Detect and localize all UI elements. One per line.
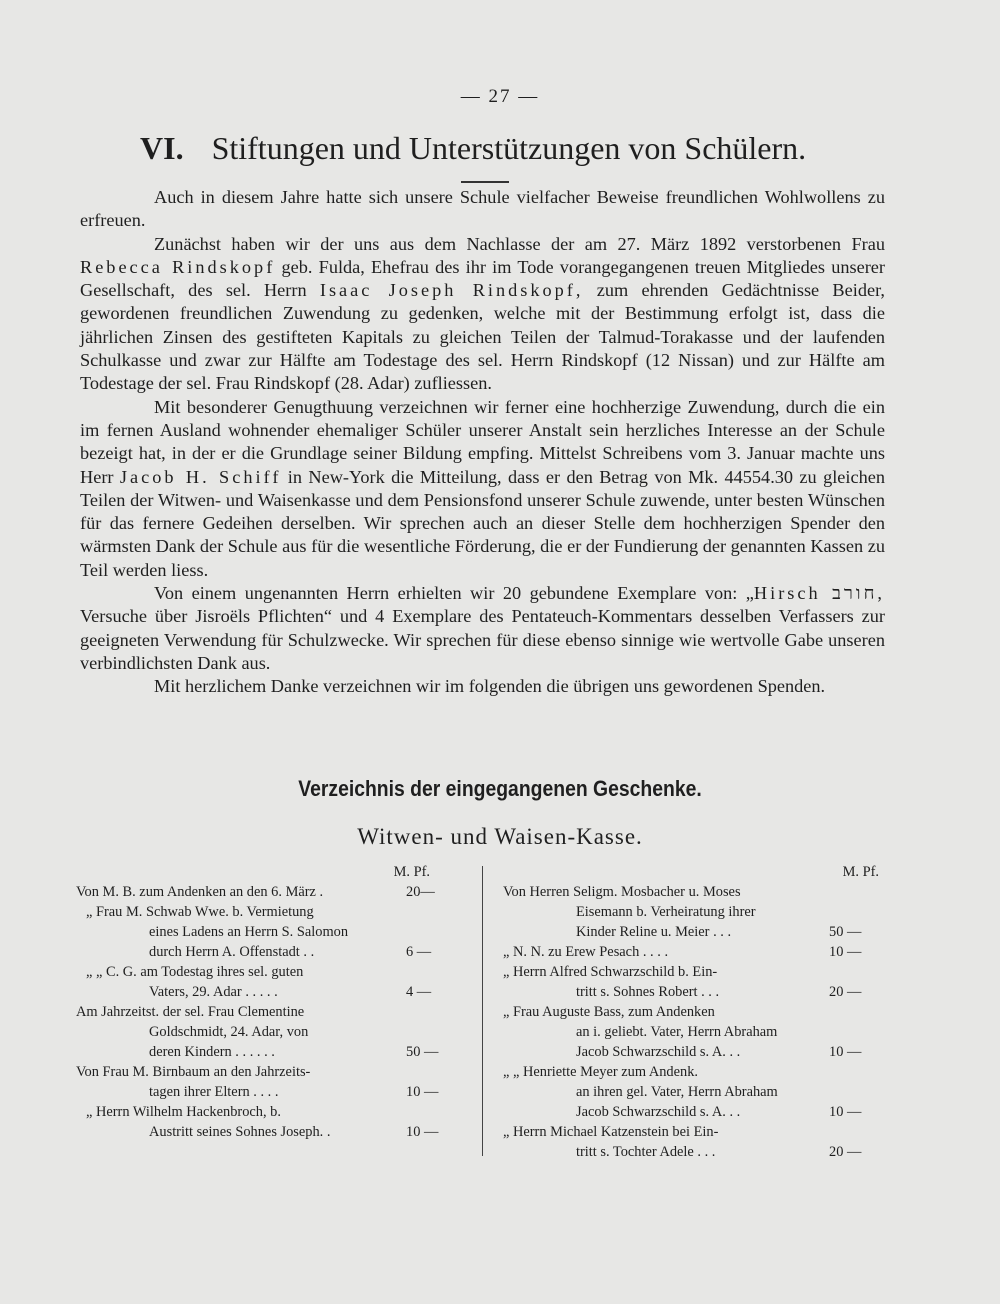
column-divider xyxy=(482,866,483,1156)
donation-line xyxy=(503,882,881,902)
donation-text: Am Jahrzeitst. der sel. Frau Clementine xyxy=(76,1004,305,1020)
donation-amount: 10 — xyxy=(406,1084,439,1100)
donation-amount: 20— xyxy=(406,884,435,900)
donation-line xyxy=(76,982,464,1002)
paragraph xyxy=(80,582,885,675)
person-name: Hirsch חורב, xyxy=(753,583,885,604)
donation-line xyxy=(503,1062,881,1082)
paragraph-text: Mit herzlichem Danke verzeichnen wir im folgenden die übrigen uns gewordenen Spenden. xyxy=(154,676,826,697)
paragraph-text: Mit besonderer Genugthuung verzeichnen wir ferner eine hochherzige Zuwendung, durch die ein im fernen Ausland wohnender ehemaliger Schüler unserer Anstalt sein herzliches Interesse an der Schule bezeigt hat, in der er die Grundlage seiner Bildung empfing. Mittelst Schreibens vom 3. Januar machte uns Herr xyxy=(80,396,885,487)
donation-text: „ N. N. zu Erew Pesach . . . . xyxy=(503,944,669,960)
donation-line xyxy=(76,962,464,982)
donation-text: durch Herrn A. Offenstadt . . xyxy=(149,944,315,960)
donation-amount: 50 — xyxy=(406,1044,439,1060)
donation-line xyxy=(503,962,881,982)
donation-amount: 10 — xyxy=(829,1044,862,1060)
donation-text: „ Frau M. Schwab Wwe. b. Vermietung xyxy=(86,904,314,920)
donation-text: „ Frau Auguste Bass, zum Andenken xyxy=(503,1004,715,1020)
donation-text: „ Herrn Wilhelm Hackenbroch, b. xyxy=(86,1104,281,1120)
donation-amount: 50 — xyxy=(829,924,862,940)
page-number: — 27 — xyxy=(460,86,540,107)
donation-text: Von M. B. zum Andenken an den 6. März . xyxy=(76,884,324,900)
donation-amount: 10 — xyxy=(829,944,862,960)
donation-text: „ „ C. G. am Todestag ihres sel. guten xyxy=(86,964,304,980)
section-heading xyxy=(140,130,900,167)
donation-text: Vaters, 29. Adar . . . . . xyxy=(149,984,278,1000)
donation-line xyxy=(76,942,464,962)
donation-amount: 10 — xyxy=(829,1104,862,1120)
paragraph xyxy=(80,675,885,698)
fund-heading: Witwen- und Waisen-Kasse. xyxy=(357,824,643,849)
person-name: Rebecca Rindskopf xyxy=(80,256,276,277)
donation-line xyxy=(76,902,464,922)
donation-text: tagen ihrer Eltern . . . . xyxy=(149,1084,279,1100)
donation-text: „ Herrn Michael Katzenstein bei Ein- xyxy=(503,1124,719,1140)
donation-text: tritt s. Tochter Adele . . . xyxy=(576,1144,716,1160)
donation-line xyxy=(503,1122,881,1142)
donation-line xyxy=(503,922,881,942)
donation-line xyxy=(503,902,881,922)
donation-text: Eisemann b. Verheiratung ihrer xyxy=(576,904,756,920)
donation-text: Von Herren Seligm. Mosbacher u. Moses xyxy=(503,884,741,900)
donation-line xyxy=(76,1122,464,1142)
paragraph xyxy=(80,396,885,582)
donation-line xyxy=(76,1022,464,1042)
donation-line xyxy=(503,1022,881,1042)
donation-text: „ Herrn Alfred Schwarzschild b. Ein- xyxy=(503,964,718,980)
left-donation-list xyxy=(76,882,464,1142)
donation-text: Von Frau M. Birnbaum an den Jahrzeits- xyxy=(76,1064,311,1080)
donation-line xyxy=(503,1002,881,1022)
paragraph-text: Versuche über Jisroëls Pflichten“ und 4 Exemplare des Pentateuch-Kommentars desselben Verfassers zur geeigneten Verwendung für Schulzwecke. Wir sprechen für diese ebenso sinnige wie wertvolle Gabe unseren verbindlichsten Dank aus. xyxy=(80,606,885,673)
paragraph xyxy=(80,186,885,233)
donation-amount: 20 — xyxy=(829,984,862,1000)
column-header: M. Pf. xyxy=(842,864,879,880)
donation-text: deren Kindern . . . . . . xyxy=(149,1044,275,1060)
donation-line xyxy=(503,942,881,962)
paragraph-text: in New-York die Mitteilung, dass er den Betrag von Mk. 44554.30 zu gleichen Teilen der Witwen- und Waisenkasse und dem Pensionsfond unserer Schule zuwende, unter besten Wünschen für das fernere Gedeihen derselben. Wir sprechen auch an dieser Stelle dem hochherzigen Spender den wärmsten Dank der Schule aus für die wesentliche Förderung, die er der Fundierung der genannten Kassen zu Teil werden liess. xyxy=(80,466,885,580)
donation-line xyxy=(76,1062,464,1082)
donation-text: tritt s. Sohnes Robert . . . xyxy=(576,984,720,1000)
donation-line xyxy=(503,1142,881,1162)
donation-line xyxy=(503,1042,881,1062)
donation-amount: 20 — xyxy=(829,1144,862,1160)
donation-text: Jacob Schwarzschild s. A. . . xyxy=(576,1044,741,1060)
paragraph-text: Von einem ungenannten Herrn erhielten wir 20 gebundene Exemplare von: „ xyxy=(154,583,754,604)
section-title: Stiftungen und Unterstützungen von Schülern. xyxy=(211,130,807,166)
donations-right-column xyxy=(503,862,881,1162)
donation-text: an i. geliebt. Vater, Herrn Abraham xyxy=(576,1024,778,1040)
donation-text: Jacob Schwarzschild s. A. . . xyxy=(576,1104,741,1120)
donation-amount: 6 — xyxy=(406,944,432,960)
donation-line xyxy=(503,1102,881,1122)
donations-left-column xyxy=(76,862,464,1142)
donation-line xyxy=(76,1082,464,1102)
register-heading: Verzeichnis der eingegangenen Geschenke. xyxy=(298,776,702,801)
donation-line xyxy=(76,882,464,902)
donation-line xyxy=(503,982,881,1002)
person-name: Jacob H. Schiff xyxy=(119,466,282,487)
title-rule xyxy=(461,181,509,183)
donation-line xyxy=(76,1002,464,1022)
donation-line xyxy=(503,1082,881,1102)
paragraph xyxy=(80,233,885,396)
donation-amount: 4 — xyxy=(406,984,432,1000)
paragraph-text: geb. Fulda, Ehefrau des ihr im Tode vorangegangenen treuen Mitgliedes unserer Gesellschaft, des sel. Herrn xyxy=(80,256,885,301)
donation-text: eines Ladens an Herrn S. Salomon xyxy=(149,924,349,940)
donation-text: an ihren gel. Vater, Herrn Abraham xyxy=(576,1084,778,1100)
paragraph-text: zum ehrenden Gedächtnisse Beider, gewordenen freundlichen Zuwendung zu gedenken, welche mit der Bestimmung erfolgt ist, dass die jährlichen Zinsen des gestifteten Kapitals zu gleichen Teilen der Talmud-Torakasse und der laufenden Schulkasse und zwar zur Hälfte am Todestage des sel. Herrn Rindskopf (12 Nissan) und zur Hälfte am Todestage der sel. Frau Rindskopf (28. Adar) zufliessen. xyxy=(80,280,886,394)
donation-amount: 10 — xyxy=(406,1124,439,1140)
paragraph-text: Auch in diesem Jahre hatte sich unsere Schule vielfacher Beweise freundlichen Wohlwollens zu erfreuen. xyxy=(80,187,885,231)
paragraph-text: Zunächst haben wir der uns aus dem Nachlasse der am 27. März 1892 verstorbenen Frau xyxy=(154,233,885,254)
donation-line xyxy=(76,1042,464,1062)
donation-text: „ „ Henriette Meyer zum Andenk. xyxy=(503,1064,698,1080)
donation-line xyxy=(76,1102,464,1122)
donation-line xyxy=(76,922,464,942)
donation-text: Kinder Reline u. Meier . . . xyxy=(576,924,732,940)
body-text xyxy=(80,186,885,699)
section-numeral: VI. xyxy=(140,130,184,166)
right-donation-list xyxy=(503,882,881,1162)
donation-text: Austritt seines Sohnes Joseph. . xyxy=(149,1124,331,1140)
column-header: M. Pf. xyxy=(393,864,430,880)
person-name: Isaac Joseph Rindskopf, xyxy=(319,280,584,301)
donation-text: Goldschmidt, 24. Adar, von xyxy=(149,1024,309,1040)
